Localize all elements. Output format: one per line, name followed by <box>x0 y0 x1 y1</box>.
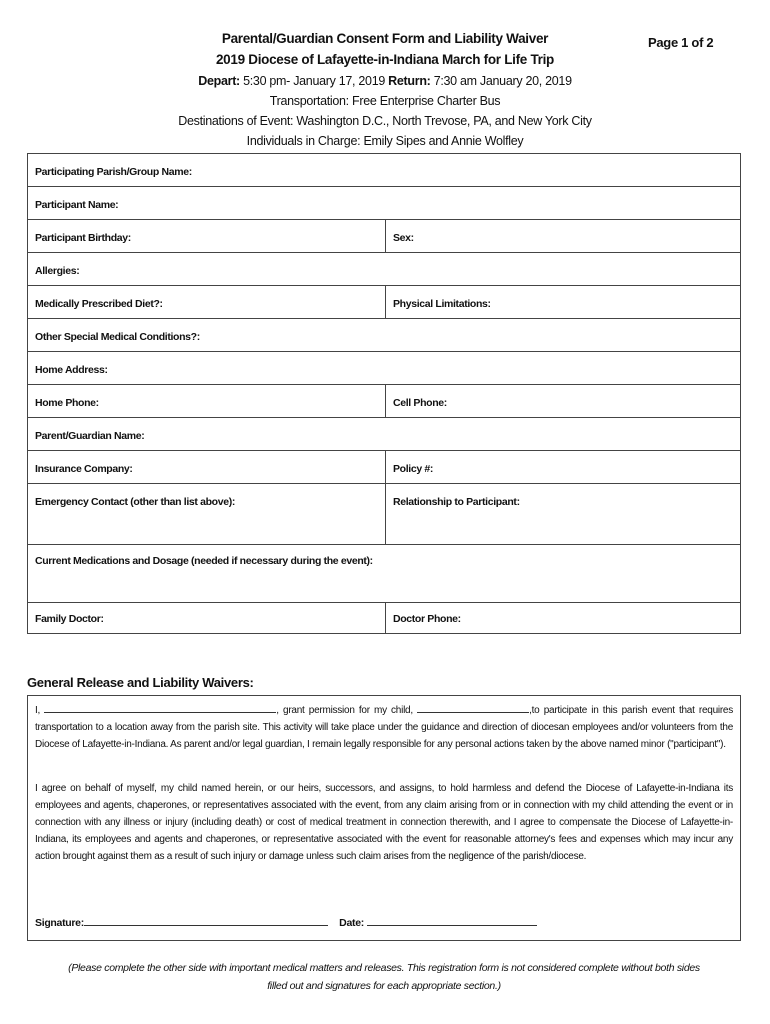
row-doctor <box>28 603 740 633</box>
doctor-phone-label: Doctor Phone: <box>393 613 461 625</box>
waiver-paragraph-2: I agree on behalf of myself, my child named herein, or our heirs, successors, and assigns, to hold harmless and defend the Diocese of Lafayette-in-Indiana its employees and agents, chaperones, or representatives associated with the event, from any claim arising from or in connection with my child attending the event or in connection with any illness or injury (including death) or cost of medical treatment in connection therewith, and I agree to compensate the Diocese of Lafayette-in-Indiana, its employees and agents and chaperones, or representative associated with the event for reasonable attorney's fees and expenses which may incur any action brought against them as a result of such injury or damage unless such claim arises from the negligence of the parish/diocese. <box>35 783 733 862</box>
row-parish <box>28 154 740 187</box>
row-participant-name <box>28 187 740 220</box>
row-other-medical <box>28 319 740 352</box>
guardian-name-blank[interactable] <box>44 702 276 713</box>
cell-phone-field[interactable] <box>385 385 740 417</box>
diet-label: Medically Prescribed Diet?: <box>35 298 163 310</box>
insurance-label: Insurance Company: <box>35 463 133 475</box>
signature-row <box>35 915 537 929</box>
home-address-label: Home Address: <box>35 364 108 376</box>
transportation-line: Transportation: Free Enterprise Charter Bus <box>269 94 501 108</box>
signature-label: Signature: <box>35 917 84 929</box>
home-phone-field[interactable] <box>28 385 385 417</box>
p1-end: ,to participate in this parish event that requires transportation to a location away from the parish site. This activity will take place under the guidance and direction of diocesan employees and/or volunteers from the Diocese of Lafayette-in-Indiana. As parent and/or legal guardian, I remain legally responsible for any personal actions taken by the above named minor ("participant"). <box>35 705 733 750</box>
child-name-blank[interactable] <box>417 702 529 713</box>
policy-field[interactable] <box>385 451 740 483</box>
return-value: 7:30 am January 20, 2019 <box>430 74 572 88</box>
policy-label: Policy #: <box>393 463 434 475</box>
destinations-line: Destinations of Event: Washington D.C., North Trevose, PA, and New York City <box>178 114 592 128</box>
birthday-field[interactable] <box>28 220 385 252</box>
allergies-field[interactable] <box>28 253 740 285</box>
sex-field[interactable] <box>385 220 740 252</box>
waiver-paragraph-1 <box>35 702 733 753</box>
row-phones <box>28 385 740 418</box>
footer-note-line1: (Please complete the other side with important medical matters and releases. This registration form is not considered complete without both sides <box>68 962 700 974</box>
signature-blank[interactable] <box>84 915 328 926</box>
p1-start: I, <box>35 705 45 716</box>
allergies-label: Allergies: <box>35 265 80 277</box>
page-number: Page 1 of 2 <box>648 35 714 50</box>
p1-mid: , grant permission for my child, <box>276 705 418 716</box>
family-doctor-field[interactable] <box>28 603 385 633</box>
participant-info-table <box>27 153 741 634</box>
participant-name-field[interactable] <box>28 187 740 219</box>
row-birthday <box>28 220 740 253</box>
birthday-label: Participant Birthday: <box>35 232 131 244</box>
row-medications <box>28 545 740 603</box>
row-guardian <box>28 418 740 451</box>
diet-field[interactable] <box>28 286 385 318</box>
depart-label: Depart: <box>198 74 240 88</box>
footer-note-line2: filled out and signatures for each appropriate section.) <box>267 980 501 992</box>
waiver-box <box>27 695 741 941</box>
date-label: Date: <box>339 917 364 929</box>
form-title: Parental/Guardian Consent Form and Liability Waiver <box>221 31 549 46</box>
physical-limitations-label: Physical Limitations: <box>393 298 491 310</box>
in-charge-line: Individuals in Charge: Emily Sipes and Annie Wolfley <box>246 134 524 148</box>
emergency-contact-label: Emergency Contact (other than list above): <box>35 496 236 508</box>
return-label: Return: <box>388 74 431 88</box>
cell-phone-label: Cell Phone: <box>393 397 447 409</box>
waiver-section-title: General Release and Liability Waivers: <box>27 675 254 690</box>
depart-value: 5:30 pm- January 17, 2019 <box>239 74 389 88</box>
insurance-field[interactable] <box>28 451 385 483</box>
row-emergency <box>28 484 740 545</box>
row-allergies <box>28 253 740 286</box>
parish-label: Participating Parish/Group Name: <box>35 166 192 178</box>
parish-field[interactable] <box>28 154 740 186</box>
home-phone-label: Home Phone: <box>35 397 99 409</box>
other-medical-field[interactable] <box>28 319 740 351</box>
guardian-name-label: Parent/Guardian Name: <box>35 430 145 442</box>
guardian-name-field[interactable] <box>28 418 740 450</box>
row-home-address <box>28 352 740 385</box>
date-blank[interactable] <box>367 915 537 926</box>
row-diet <box>28 286 740 319</box>
emergency-contact-field[interactable] <box>28 484 385 544</box>
medications-label: Current Medications and Dosage (needed if necessary during the event): <box>35 555 373 567</box>
row-insurance <box>28 451 740 484</box>
trip-dates <box>0 74 770 88</box>
doctor-phone-field[interactable] <box>385 603 740 633</box>
form-subtitle: 2019 Diocese of Lafayette-in-Indiana March for Life Trip <box>215 52 555 67</box>
relationship-label: Relationship to Participant: <box>393 496 520 508</box>
home-address-field[interactable] <box>28 352 740 384</box>
physical-limitations-field[interactable] <box>385 286 740 318</box>
sex-label: Sex: <box>393 232 414 244</box>
relationship-field[interactable] <box>385 484 740 544</box>
medications-field[interactable] <box>28 545 740 602</box>
other-medical-label: Other Special Medical Conditions?: <box>35 331 200 343</box>
family-doctor-label: Family Doctor: <box>35 613 104 625</box>
participant-name-label: Participant Name: <box>35 199 119 211</box>
